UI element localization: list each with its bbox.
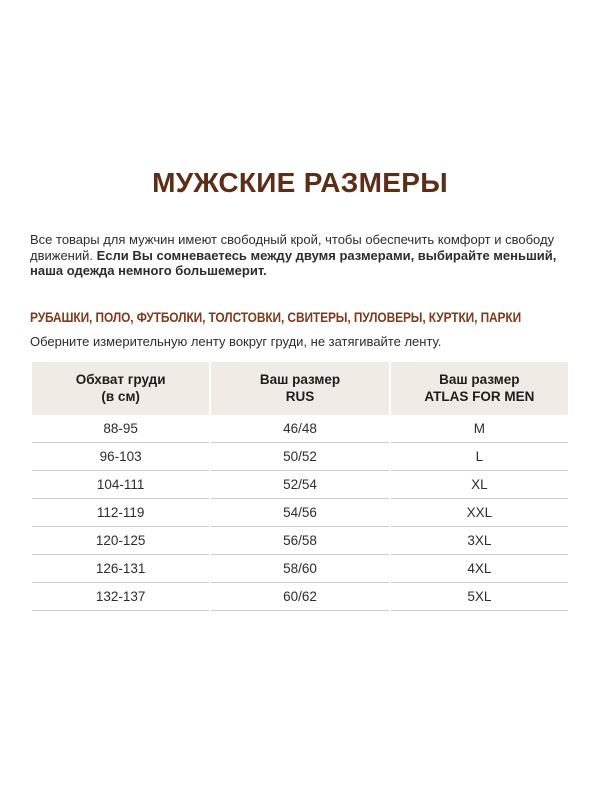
table-row [32,471,568,499]
header-chest-line1: Обхват груди [75,371,166,387]
cell-rus: 56/58 [211,527,388,555]
cell-atlas: 5XL [391,583,568,611]
cell-atlas: 3XL [391,527,568,555]
section-heading-wrap [30,309,570,325]
header-atlas-line1: Ваш размер [439,371,520,387]
header-atlas [391,362,568,415]
header-rus [211,362,388,415]
table-row [32,499,568,527]
cell-chest: 132-137 [32,583,209,611]
size-table [30,362,570,611]
cell-atlas: L [391,443,568,471]
table-row [32,443,568,471]
cell-atlas: M [391,415,568,443]
cell-chest: 112-119 [32,499,209,527]
size-table-head [32,362,568,415]
header-chest-line2: (в см) [101,388,140,404]
cell-atlas: XXL [391,499,568,527]
intro-text-bold: Если Вы сомневаетесь между двумя размерами, выбирайте меньший, наша одежда немного большемерит. [30,247,557,278]
header-rus-line2: RUS [285,388,315,404]
cell-chest: 96-103 [32,443,209,471]
size-table-body [32,415,568,611]
cell-chest: 120-125 [32,527,209,555]
page-title: МУЖСКИЕ РАЗМЕРЫ [152,167,448,198]
table-row [32,527,568,555]
header-chest [32,362,209,415]
cell-rus: 46/48 [211,415,388,443]
cell-atlas: XL [391,471,568,499]
table-row [32,555,568,583]
cell-rus: 60/62 [211,583,388,611]
cell-rus: 50/52 [211,443,388,471]
section-heading: РУБАШКИ, ПОЛО, ФУТБОЛКИ, ТОЛСТОВКИ, СВИТЕРЫ, ПУЛОВЕРЫ, КУРТКИ, ПАРКИ [30,308,522,325]
cell-rus: 58/60 [211,555,388,583]
intro-text-normal: Все товары для мужчин имеют свободный крой, чтобы обеспечить комфорт и свободу движений. [30,232,555,263]
cell-rus: 54/56 [211,499,388,527]
table-row [32,583,568,611]
header-atlas-line2: ATLAS FOR MEN [424,388,535,404]
cell-chest: 88-95 [32,415,209,443]
intro-paragraph [30,232,570,279]
table-row [32,415,568,443]
cell-atlas: 4XL [391,555,568,583]
size-table-header-row [32,362,568,415]
header-rus-line1: Ваш размер [259,371,341,387]
cell-rus: 52/54 [211,471,388,499]
cell-chest: 126-131 [32,555,209,583]
measure-instruction: Оберните измерительную ленту вокруг груди, не затягивайте ленту. [30,333,442,349]
cell-chest: 104-111 [32,471,209,499]
